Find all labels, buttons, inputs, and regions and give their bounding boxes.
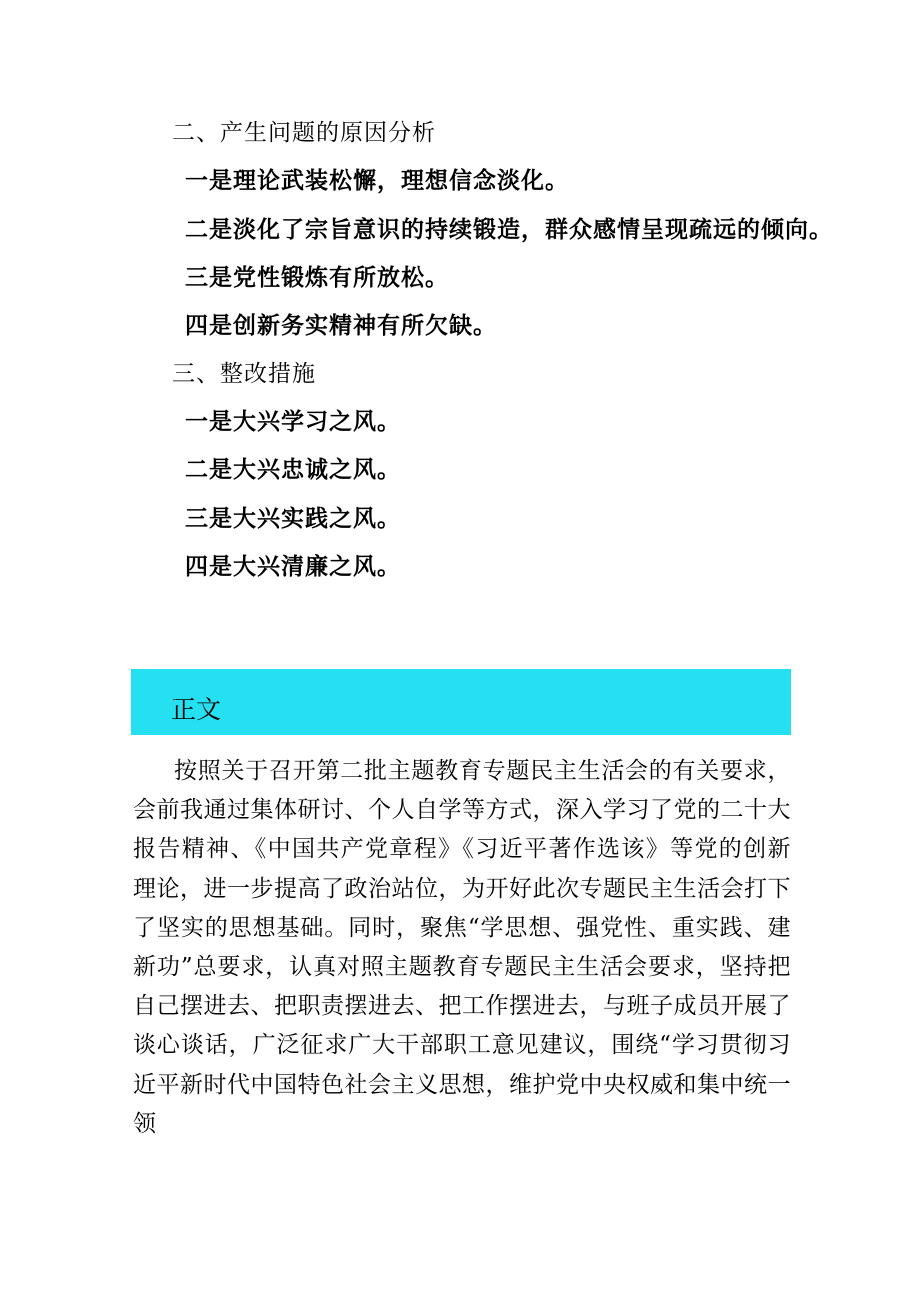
cause-item-3: 三是党性锻炼有所放松。 bbox=[185, 264, 449, 291]
banner-title: 正文 bbox=[171, 695, 222, 724]
cause-item-4: 四是创新务实精神有所欠缺。 bbox=[185, 312, 497, 339]
body-paragraph: 按照关于召开第二批主题教育专题民主生活会的有关要求，会前我通过集体研讨、个人自学等方式，深入学习了党的二十大报告精神、《中国共产党章程》《习近平著作选该》等党的创新理论，进一步提高了政治站位，为开好此次专题民主生活会打下了坚实的思想基础。同时，聚焦“学思想、强党性、重实践、建新功”总要求，认真对照主题教育专题民主生活会要求，坚持把自己摆进去、把职责摆进去、把工作摆进去，与班子成员开展了谈心谈话，广泛征求广大干部职工意见建议，围绕“学习贯彻习近平新时代中国特色社会主义思想，维护党中央权威和集中统一领 bbox=[133, 758, 791, 1137]
measure-item-1: 一是大兴学习之风。 bbox=[185, 408, 401, 435]
section-heading-causes: 二、产生问题的原因分析 bbox=[172, 120, 436, 146]
cause-item-2: 二是淡化了宗旨意识的持续锻造，群众感情呈现疏远的倾向。 bbox=[185, 216, 833, 243]
measure-item-4: 四是大兴清廉之风。 bbox=[185, 553, 401, 580]
cause-item-1: 一是理论武装松懈，理想信念淡化。 bbox=[185, 167, 569, 194]
section-banner bbox=[131, 669, 791, 735]
measure-item-2: 二是大兴忠诚之风。 bbox=[185, 456, 401, 483]
section-heading-measures: 三、整改措施 bbox=[172, 361, 316, 387]
measure-item-3: 三是大兴实践之风。 bbox=[185, 505, 401, 532]
